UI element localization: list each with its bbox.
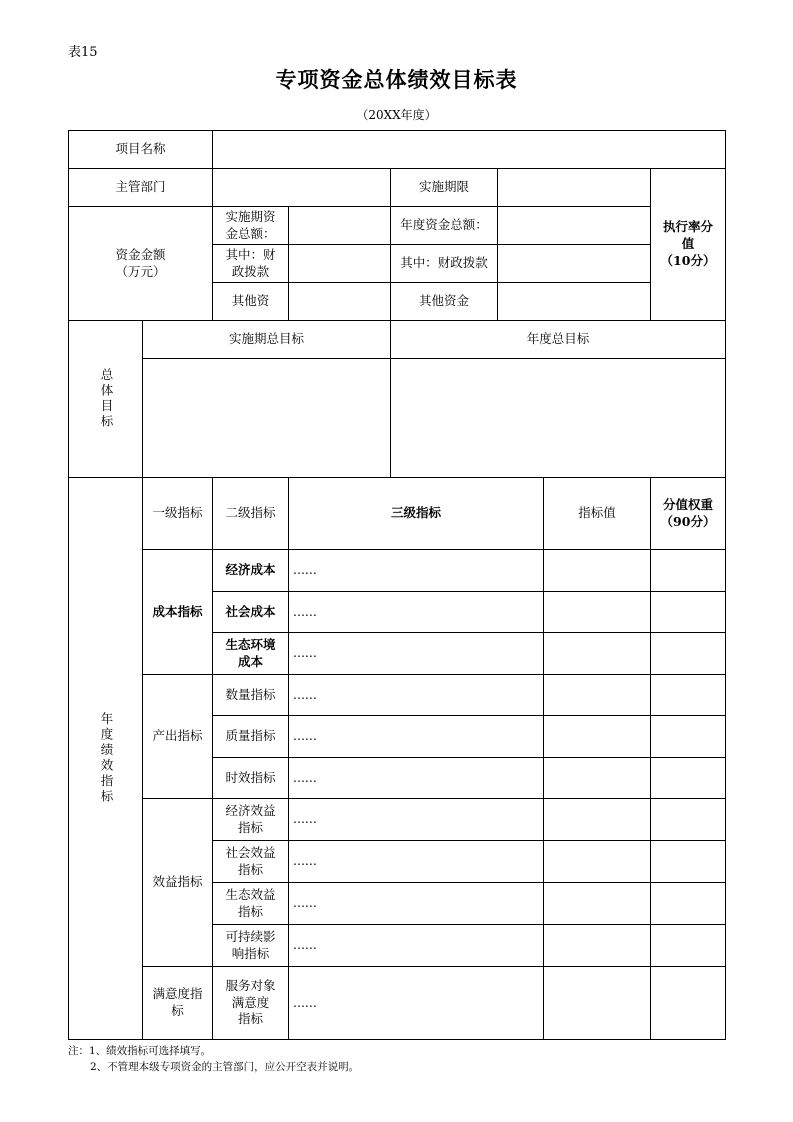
annual-total-label: 年度资金总额： [400, 217, 488, 233]
project-name-field[interactable] [213, 131, 725, 168]
funds-label: 资金金额 （万元） [115, 246, 166, 279]
indicator-weight-field[interactable] [651, 592, 725, 632]
page-title: 专项资金总体绩效目标表 [275, 67, 518, 92]
indicator-weight-field[interactable] [651, 633, 725, 674]
indicator-item-label: 经济成本 [225, 562, 276, 578]
indicator-item-label: 经济效益 指标 [225, 802, 276, 835]
grid-line [68, 1039, 726, 1040]
grid-line [725, 130, 726, 1040]
indicator-value-field[interactable] [544, 883, 650, 924]
period-total-field[interactable] [289, 207, 390, 244]
indicator-weight-field[interactable] [651, 758, 725, 798]
indicator-item-label: 社会效益 指标 [225, 844, 276, 877]
annual-goal-field[interactable] [391, 359, 725, 477]
annual-other-field[interactable] [498, 283, 650, 320]
indicators-section-label: 年度绩效指标 [98, 712, 114, 805]
indicator-weight-field[interactable] [651, 925, 725, 966]
annual-fiscal-label: 其中：财政拨款 [400, 255, 488, 271]
annual-fiscal-field[interactable] [498, 245, 650, 282]
indicator-value-field[interactable] [544, 675, 650, 715]
annual-goal-label: 年度总目标 [526, 331, 590, 347]
fiscal-field[interactable] [289, 245, 390, 282]
level3-indicator-field[interactable]: ...... [293, 811, 317, 827]
indicator-value-field[interactable] [544, 716, 650, 757]
indicator-item-label: 生态效益 指标 [225, 886, 276, 919]
indicator-value-field[interactable] [544, 967, 650, 1039]
level3-indicator-field[interactable]: ...... [293, 853, 317, 869]
fiscal-label: 其中：财 政拨款 [225, 246, 276, 279]
indicator-item-label: 时效指标 [225, 769, 276, 785]
indicator-weight-field[interactable] [651, 967, 725, 1039]
indicator-item-label: 可持续影 响指标 [225, 928, 276, 961]
year-subtitle: （20XX年度） [356, 108, 437, 122]
other-field[interactable] [289, 283, 390, 320]
indicator-value-field[interactable] [544, 592, 650, 632]
level3-indicator-field[interactable]: ...... [293, 603, 317, 619]
indicator-item-label: 生态环境 成本 [225, 636, 276, 669]
indicator-item-label: 服务对象 满意度 指标 [225, 977, 276, 1027]
goals-section-label: 总体目标 [98, 368, 114, 430]
annual-other-label: 其他资金 [418, 293, 469, 309]
level3-indicator-field[interactable]: ...... [293, 994, 317, 1010]
indicator-value-field[interactable] [544, 799, 650, 840]
level3-indicator-field[interactable]: ...... [293, 769, 317, 785]
period-goal-label: 实施期总目标 [228, 331, 304, 347]
indicator-item-label: 质量指标 [225, 728, 276, 744]
col-level1: 一级指标 [152, 505, 203, 521]
footnote-1: 注：1、绩效指标可选择填写。 [68, 1045, 212, 1057]
indicator-item-label: 社会成本 [225, 603, 276, 619]
level3-indicator-field[interactable]: ...... [293, 686, 317, 702]
footnotes [68, 1044, 359, 1076]
level3-indicator-field[interactable]: ...... [293, 562, 317, 578]
indicator-group-label: 产出指标 [152, 728, 203, 744]
indicator-value-field[interactable] [544, 633, 650, 674]
col-weight: 分值权重 （90分） [660, 496, 716, 529]
indicator-weight-field[interactable] [651, 675, 725, 715]
indicator-group-label: 满意度指 标 [152, 986, 203, 1018]
annual-total-field[interactable] [498, 207, 650, 244]
indicator-value-field[interactable] [544, 550, 650, 591]
period-label: 实施期限 [418, 179, 469, 195]
indicator-item-label: 数量指标 [225, 686, 276, 702]
col-value: 指标值 [578, 505, 616, 521]
indicator-group-label: 效益指标 [152, 874, 203, 890]
indicator-weight-field[interactable] [651, 799, 725, 840]
level3-indicator-field[interactable]: ...... [293, 728, 317, 744]
col-level2: 二级指标 [225, 505, 276, 521]
project-name-label: 项目名称 [115, 141, 166, 157]
col-level3: 三级指标 [390, 505, 441, 521]
indicator-weight-field[interactable] [651, 550, 725, 591]
indicator-value-field[interactable] [544, 925, 650, 966]
indicator-value-field[interactable] [544, 841, 650, 882]
indicator-weight-field[interactable] [651, 716, 725, 757]
period-field[interactable] [498, 169, 650, 206]
department-field[interactable] [213, 169, 390, 206]
indicator-weight-field[interactable] [651, 883, 725, 924]
exec-rate-label: 执行率分 值 （10分） [660, 219, 716, 268]
indicator-value-field[interactable] [544, 758, 650, 798]
indicator-weight-field[interactable] [651, 841, 725, 882]
period-total-label: 实施期资 金总额： [225, 208, 276, 241]
footnote-2: 2、不管理本级专项资金的主管部门，应公开空表并说明。 [90, 1060, 360, 1073]
table-number: 表15 [68, 45, 98, 60]
level3-indicator-field[interactable]: ...... [293, 895, 317, 911]
indicator-group-label: 成本指标 [152, 603, 203, 619]
department-label: 主管部门 [115, 179, 166, 195]
level3-indicator-field[interactable]: ...... [293, 645, 317, 661]
level3-indicator-field[interactable]: ...... [293, 937, 317, 953]
other-label: 其他资 [231, 293, 270, 309]
period-goal-field[interactable] [143, 359, 390, 477]
